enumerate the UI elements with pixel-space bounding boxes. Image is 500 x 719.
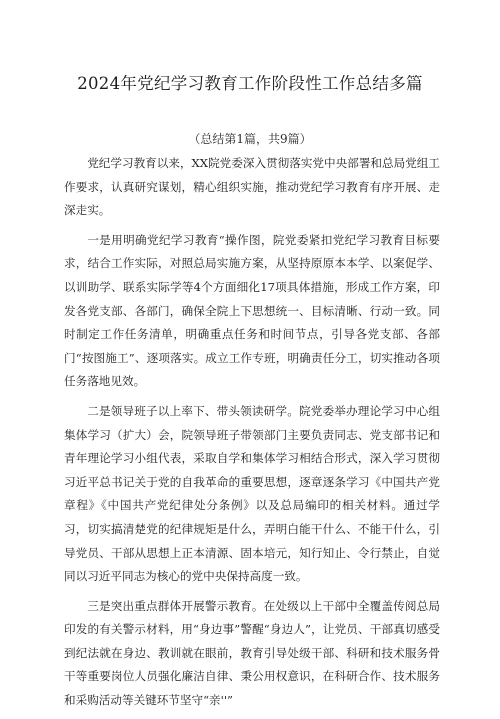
document-title: 2024年党纪学习教育工作阶段性工作总结多篇 xyxy=(77,74,423,93)
document-subtitle: （总结第1篇，共9篇） xyxy=(188,132,312,146)
paragraph-point-1: 一是用明确党纪学习教育“操作图，院党委紧扣党纪学习教育目标要求，结合工作实际，对照总局实施方案，从坚持原原本本学、以案促学、以训助学、联系实际学等4个方面细化17项具体措施，形成工作方案，印发各党支部、各部门，确保全院上下思想统一、目标清晰、行动一致。同时制定工作任务清单，明确重点任务和时间节点，引导各党支部、各部门“按图施工”、逐项落实。成立工作专班，明确责任分工，切实推动各项任务落地见效。 xyxy=(64,232,440,389)
paragraph-point-3: 三是突出重点群体开展警示教育。在处级以上干部中全覆盖传阅总局印发的有关警示材料，用“身边事”警醒“身边人”，让党员、干部真切感受到纪法就在身边、教训就在眼前，教育引导处级干部、科研和技术服务骨干等重要岗位人员强化廉洁自律、秉公用权意识，在科研合作、技术服务和采购活动等关键环节坚守“亲''” xyxy=(64,598,440,708)
paragraph-point-2: 二是领导班子以上率下、带头领读研学。院党委举办理论学习中心组集体学习（扩大）会，院领导班子带领部门主要负责同志、党支部书记和青年理论学习小组代表，采取自学和集体学习相结合形式，深入学习贯彻习近平总书记关于党的自我革命的重要思想，逐章逐条学习《中国共产党章程》《中国共产党纪律处分条例》以及总局编印的相关材料。通过学习，切实搞清楚党的纪律规矩是什么，弄明白能干什么、不能干什么，引导党员、干部从思想上正本清源、固本培元，知行知止、令行禁止，自觉同以习近平同志为核心的党中央保持高度一致。 xyxy=(64,403,440,584)
document-body xyxy=(64,152,440,719)
paragraph-intro: 党纪学习教育以来，XX院党委深入贯彻落实党中央部署和总局党组工作要求，认真研究谋划，精心组织实施，推动党纪学习教育有序开展、走深走实。 xyxy=(64,156,440,218)
